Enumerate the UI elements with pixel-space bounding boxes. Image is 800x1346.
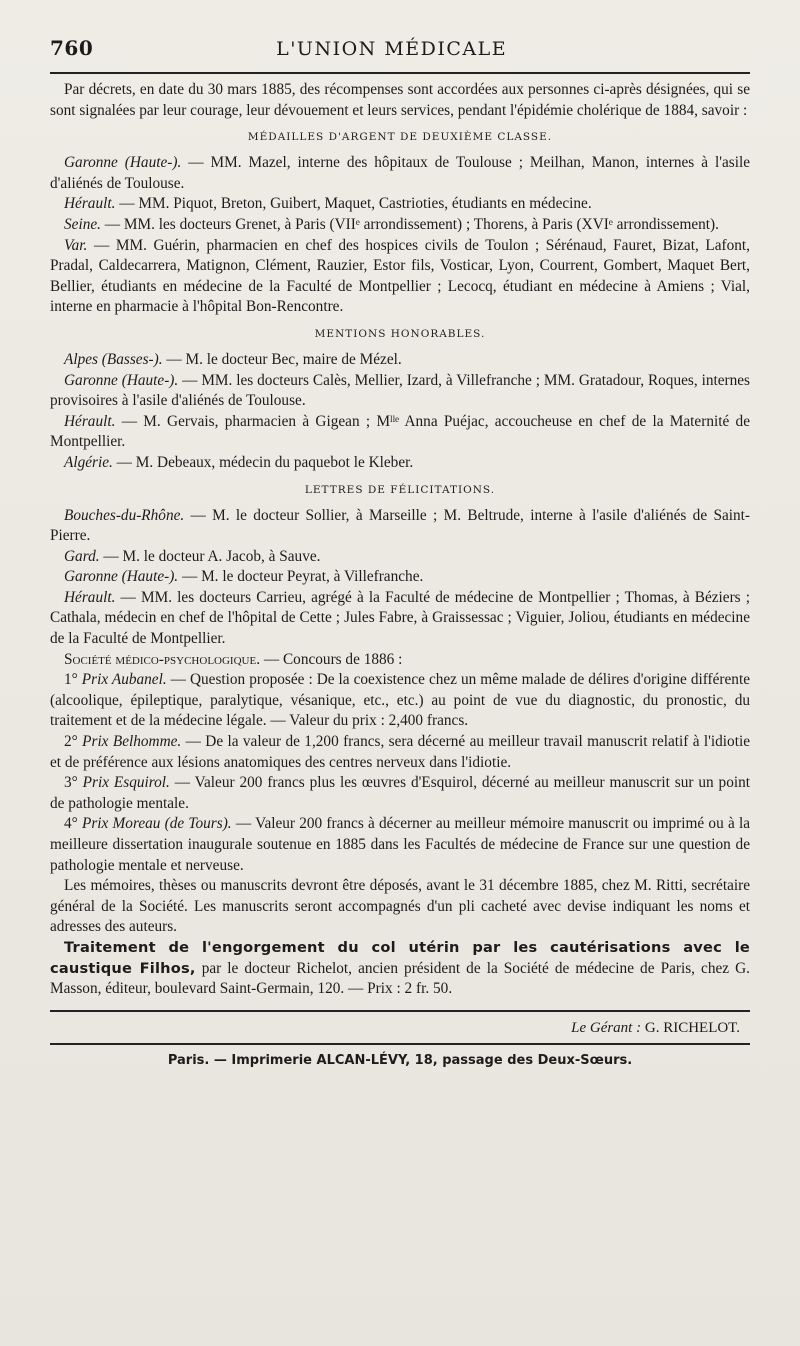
footer-rule-bottom [50,1043,750,1045]
section-heading-honorable-mentions: MENTIONS HONORABLES. [314,327,486,340]
journal-title: L'UNION MÉDICALE [276,38,508,60]
prize-text: — De la valeur de 1,200 francs, sera décerné au meilleur travail manuscrit relatif à l'idiotie et de préférence aux lésions anatomiques des centres nerveux dans l'idiotie. [50,733,750,771]
list-item [50,588,750,650]
recipients: — M. Gervais, pharmacien à Gigean ; Mˡˡᵉ Anna Puéjac, accoucheuse en chef de la Maternité de Montpellier. [50,412,750,451]
recipients: — MM. Mazel, interne des hôpitaux de Toulouse ; Meilhan, Manon, internes à l'asile d'aliénés de Toulouse. [50,154,750,192]
gerant-name: G. RICHELOT. [641,1019,740,1036]
list-item [50,670,750,732]
closing-paragraph: Les mémoires, thèses ou manuscrits devront être déposés, avant le 31 décembre 1885, chez M. Ritti, secrétaire général de la Société. Les manuscrits seront accompagnés d'un pli cacheté avec devise indiquant les noms et adresses des auteurs. [50,877,750,936]
prize-name: Prix Moreau (de Tours). [82,815,232,833]
list-item [50,350,750,371]
prize-text: — Valeur 200 francs plus les œuvres d'Esquirol, décerné au meilleur manuscrit sur un point de pathologie mentale. [50,774,750,812]
place-name: Hérault. [64,195,116,213]
society-subtitle: — Concours de 1886 : [260,650,403,668]
society-name: Société médico-psychologique. [64,650,261,668]
list-item [50,153,750,194]
intro-paragraph: Par décrets, en date du 30 mars 1885, des récompenses sont accordées aux personnes ci-après désignées, qui se sont signalées par leur courage, leur dévouement et leurs services, pendant l'épidémie cholérique de 1884, savoir : [50,81,750,119]
prize-number: 2° [64,733,83,751]
list-item [50,773,750,814]
place-name: Gard. [64,547,100,565]
prize-name: Prix Aubanel. [81,671,167,689]
honorable-mention-list [50,350,750,474]
prize-number: 1° [64,671,82,689]
list-item [50,506,750,547]
place-name: Var. [64,236,88,254]
place-name: Alpes (Basses-). [64,350,163,368]
printer-imprint: Paris. — Imprimerie ALCAN-LÉVY, 18, passage des Deux-Sœurs. [167,1052,633,1068]
list-item [50,814,750,876]
recipients: — M. le docteur Sollier, à Marseille ; M. Beltrude, interne à l'asile d'aliénés de Saint-Pierre. [50,506,750,545]
list-item [50,412,750,453]
list-item [50,215,750,236]
header-rule [50,72,750,74]
book-notice-title: Traitement de l'engorgement du col utérin par les cautérisations avec le caustique Filhos, [50,938,750,977]
list-item [50,371,750,412]
page-header [50,36,750,66]
society-heading [50,650,750,671]
prize-number: 3° [64,774,83,792]
list-item [50,194,750,215]
prize-name: Prix Esquirol. [82,774,170,792]
section-heading-silver-medals: MÉDAILLES D'ARGENT DE DEUXIÈME CLASSE. [247,131,553,144]
recipients: — MM. Piquot, Breton, Guibert, Maquet, Castrioties, étudiants en médecine. [115,195,592,213]
list-item [50,547,750,568]
place-name: Bouches-du-Rhône. [64,506,185,524]
recipients: — M. le docteur A. Jacob, à Sauve. [99,547,321,565]
gerant-line [50,1020,740,1037]
list-item [50,453,750,474]
place-name: Algérie. [64,453,113,471]
recipients: — M. le docteur Bec, maire de Mézel. [162,350,402,368]
list-item [50,732,750,773]
recipients: — MM. Guérin, pharmacien en chef des hospices civils de Toulon ; Sérénaud, Fauret, Bizat, Lafont, Pradal, Caldecarrera, Matignon, Clément, Rauzier, Estor fils, Vosticar, Lyon, Courrent, Gombert, Maquet Bert, Bellier, étudiants en médecine de la Faculté de Montpellier ; Lecocq, étudiant en médecine à Amiens ; Vial, interne en pharmacie à l'hôpital Bon-Rencontre. [50,236,750,316]
place-name: Hérault. [64,588,116,606]
recipients: — MM. les docteurs Carrieu, agrégé à la Faculté de médecine de Montpellier ; Thomas, à Béziers ; Cathala, médecin en chef de l'hôpital de Cette ; Jules Fabre, à Graissessac ; Viguier, Joliou, étudiants en médecine de la Faculté de Montpellier. [50,588,750,648]
page-number: 760 [50,36,94,60]
prize-list [50,670,750,876]
prize-name: Prix Belhomme. [82,733,182,751]
gerant-label: Le Gérant : [571,1019,642,1036]
book-notice [50,938,750,1000]
footer-rule-top [50,1010,750,1012]
list-item [50,236,750,318]
prize-text: — Question proposée : De la coexistence chez un même malade de délires d'origine différente (alcoolique, épileptique, paralytique, vésanique, etc., etc.) au point de vue du diagnostic, du pronostic, du traitement et de la médecine légale. — Valeur du prix : 2,400 francs. [50,671,750,730]
book-notice-text: par le docteur Richelot, ancien président de la Société de médecine de Paris, chez G. Masson, éditeur, boulevard Saint-Germain, 120. — Prix : 2 fr. 50. [50,959,751,998]
place-name: Garonne (Haute-). [64,371,179,389]
letters-list [50,506,750,650]
prize-text: — Valeur 200 francs à décerner au meilleur mémoire manuscrit ou imprimé ou à la meilleure dissertation inaugurale soutenue en 1885 dans les Facultés de médecine de France sur une question de pathologie mentale et nerveuse. [50,815,750,874]
recipients: — M. Debeaux, médecin du paquebot le Kleber. [112,453,414,471]
recipients: — MM. les docteurs Grenet, à Paris (VIIᵉ arrondissement) ; Thorens, à Paris (XVIᵉ arrondissement). [100,215,719,233]
list-item [50,567,750,588]
place-name: Seine. [64,215,101,233]
article-body [50,80,750,1000]
prize-number: 4° [64,815,82,833]
place-name: Hérault. [64,412,116,430]
place-name: Garonne (Haute-). [64,568,179,586]
silver-medal-list [50,153,750,318]
place-name: Garonne (Haute-). [64,154,182,172]
section-heading-letters: LETTRES DE FÉLICITATIONS. [304,483,496,496]
recipients: — MM. les docteurs Calès, Mellier, Izard, à Villefranche ; MM. Gratadour, Roques, internes provisoires à l'asile d'aliénés de Toulouse. [50,371,750,410]
recipients: — M. le docteur Peyrat, à Villefranche. [178,568,424,586]
